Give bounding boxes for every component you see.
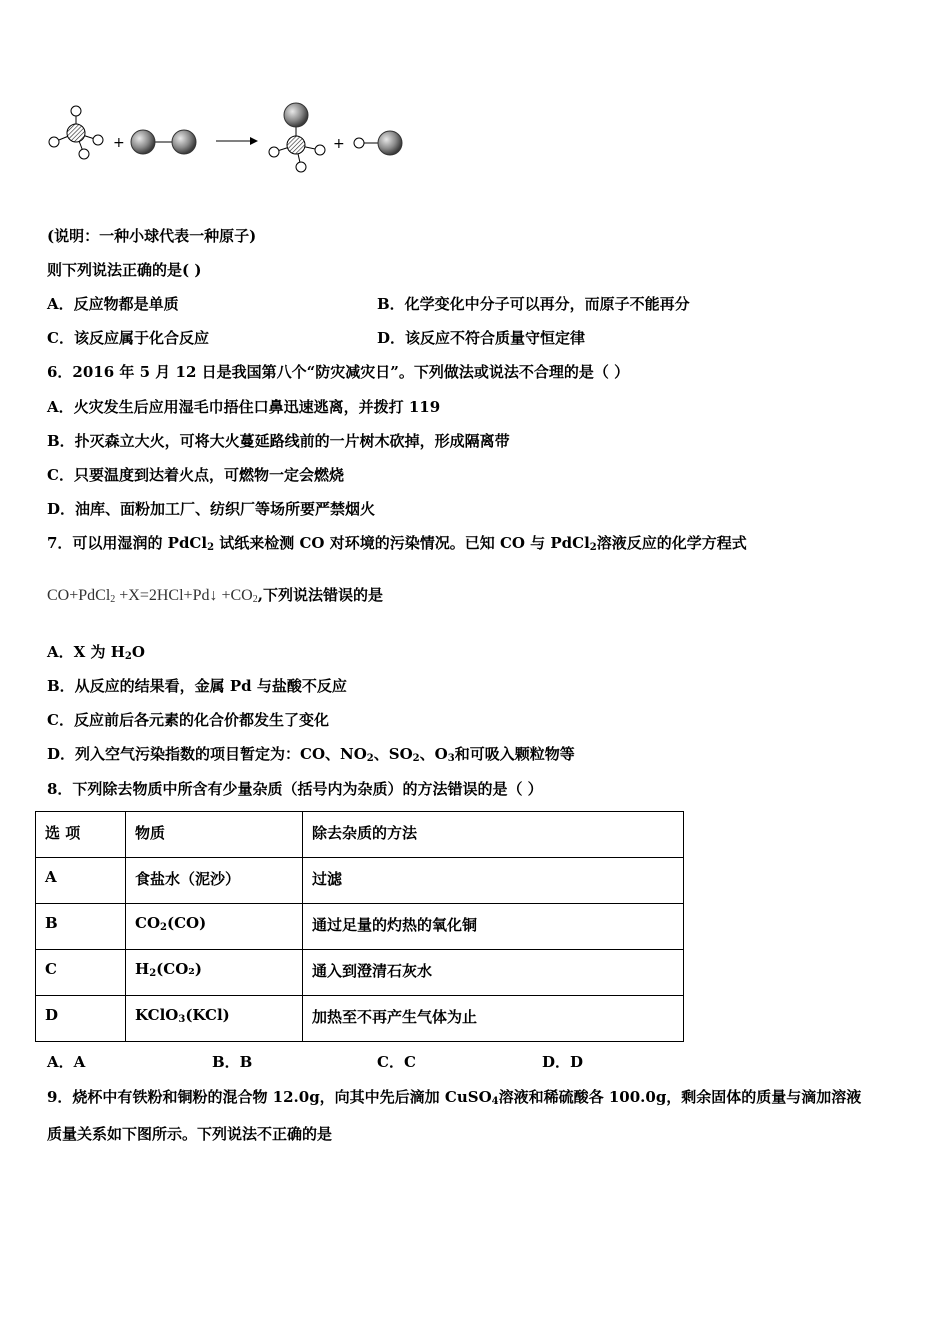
q6-option-b: B．扑灭森立大火，可将大火蔓延路线前的一片树木砍掉，形成隔离带 xyxy=(47,432,510,450)
row-substance: KClO$_3$(KCl) xyxy=(126,996,303,1042)
q7-option-d: D．列入空气污染指数的项目暂定为：CO、$NO_2$、$SO_2$、$O_3$和可吸入颗粒物等 xyxy=(47,745,575,764)
table-row xyxy=(36,996,684,1042)
q6-option-c: C．只要温度到达着火点，可燃物一定会燃烧 xyxy=(47,466,344,484)
reaction-arrow xyxy=(216,137,258,145)
product-molecule-2 xyxy=(354,131,402,155)
q5-option-d: D．该反应不符合质量守恒定律 xyxy=(377,329,586,347)
table-header-row xyxy=(36,812,684,858)
header-substance: 物质 xyxy=(126,812,303,858)
header-method: 除去杂质的方法 xyxy=(303,812,684,858)
q7-option-a: A．X 为 $H_2O$ xyxy=(47,643,145,662)
q7-option-c: C．反应前后各元素的化合价都发生了变化 xyxy=(47,711,329,729)
table-row xyxy=(36,858,684,904)
reactant-molecule-1 xyxy=(49,106,103,159)
row-method: 加热至不再产生气体为止 xyxy=(303,996,684,1042)
q7-option-b: B．从反应的结果看，金属 Pd 与盐酸不反应 xyxy=(47,677,347,695)
product-molecule-1 xyxy=(269,103,325,172)
plus-sign-1: + xyxy=(113,135,125,151)
row-method: 过滤 xyxy=(303,858,684,904)
q8-answer-d: D．D xyxy=(542,1053,584,1071)
row-option: C xyxy=(36,950,126,996)
q5-option-b: B．化学变化中分子可以再分，而原子不能再分 xyxy=(377,295,690,313)
q7-stem: 7．可以用湿润的 PdCl$_2$ 试纸来检测 CO 对环境的污染情况。已知 CO 与 PdCl$_2$溶液反应的化学方程式 xyxy=(47,534,747,553)
row-option: A xyxy=(36,858,126,904)
q5-option-a: A．反应物都是单质 xyxy=(47,295,179,313)
q8-answer-a: A．A xyxy=(47,1053,86,1071)
diagram-note: (说明：一种小球代表一种原子) xyxy=(47,227,257,245)
row-method: 通入到澄清石灰水 xyxy=(303,950,684,996)
reactant-molecule-2 xyxy=(131,130,196,154)
q7-equation: CO+PdCl$_2$ +X=2HCl+Pd↓ $+CO_2$,下列说法错误的是 xyxy=(47,586,383,605)
row-method: 通过足量的灼热的氧化铜 xyxy=(303,904,684,950)
q6-option-a: A．火灾发生后应用湿毛巾捂住口鼻迅速逃离，并拨打 119 xyxy=(47,398,441,416)
q8-answer-b: B．B xyxy=(212,1053,253,1071)
q5-stem: 则下列说法正确的是( ) xyxy=(47,261,202,279)
row-substance: 食盐水（泥沙） xyxy=(126,858,303,904)
plus-sign-2: + xyxy=(333,136,345,152)
q8-table xyxy=(35,811,684,1042)
q8-stem: 8．下列除去物质中所含有少量杂质（括号内为杂质）的方法错误的是（ ） xyxy=(47,780,543,798)
q9-stem-line2: 质量关系如下图所示。下列说法不正确的是 xyxy=(47,1125,333,1143)
row-option: B xyxy=(36,904,126,950)
row-substance: $H_2(CO_2)$ xyxy=(126,950,303,996)
q5-option-c: C．该反应属于化合反应 xyxy=(47,329,209,347)
q9-stem-line1: 9．烧杯中有铁粉和铜粉的混合物 12.0g，向其中先后滴加 CuSO$_4$溶液和稀硫酸各 100.0g，剩余固体的质量与滴加溶液 xyxy=(47,1088,862,1107)
table-row xyxy=(36,904,684,950)
reaction-diagram xyxy=(40,95,420,180)
table-row xyxy=(36,950,684,996)
q8-answer-c: C．C xyxy=(377,1053,416,1071)
row-substance: $CO_2(CO)$ xyxy=(126,904,303,950)
header-option: 选 项 xyxy=(36,812,126,858)
row-option: D xyxy=(36,996,126,1042)
q6-option-d: D．油库、面粉加工厂、纺织厂等场所要严禁烟火 xyxy=(47,500,376,518)
q6-stem: 6．2016 年 5 月 12 日是我国第八个“防灾减灾日”。下列做法或说法不合理的是（ ） xyxy=(47,363,630,381)
